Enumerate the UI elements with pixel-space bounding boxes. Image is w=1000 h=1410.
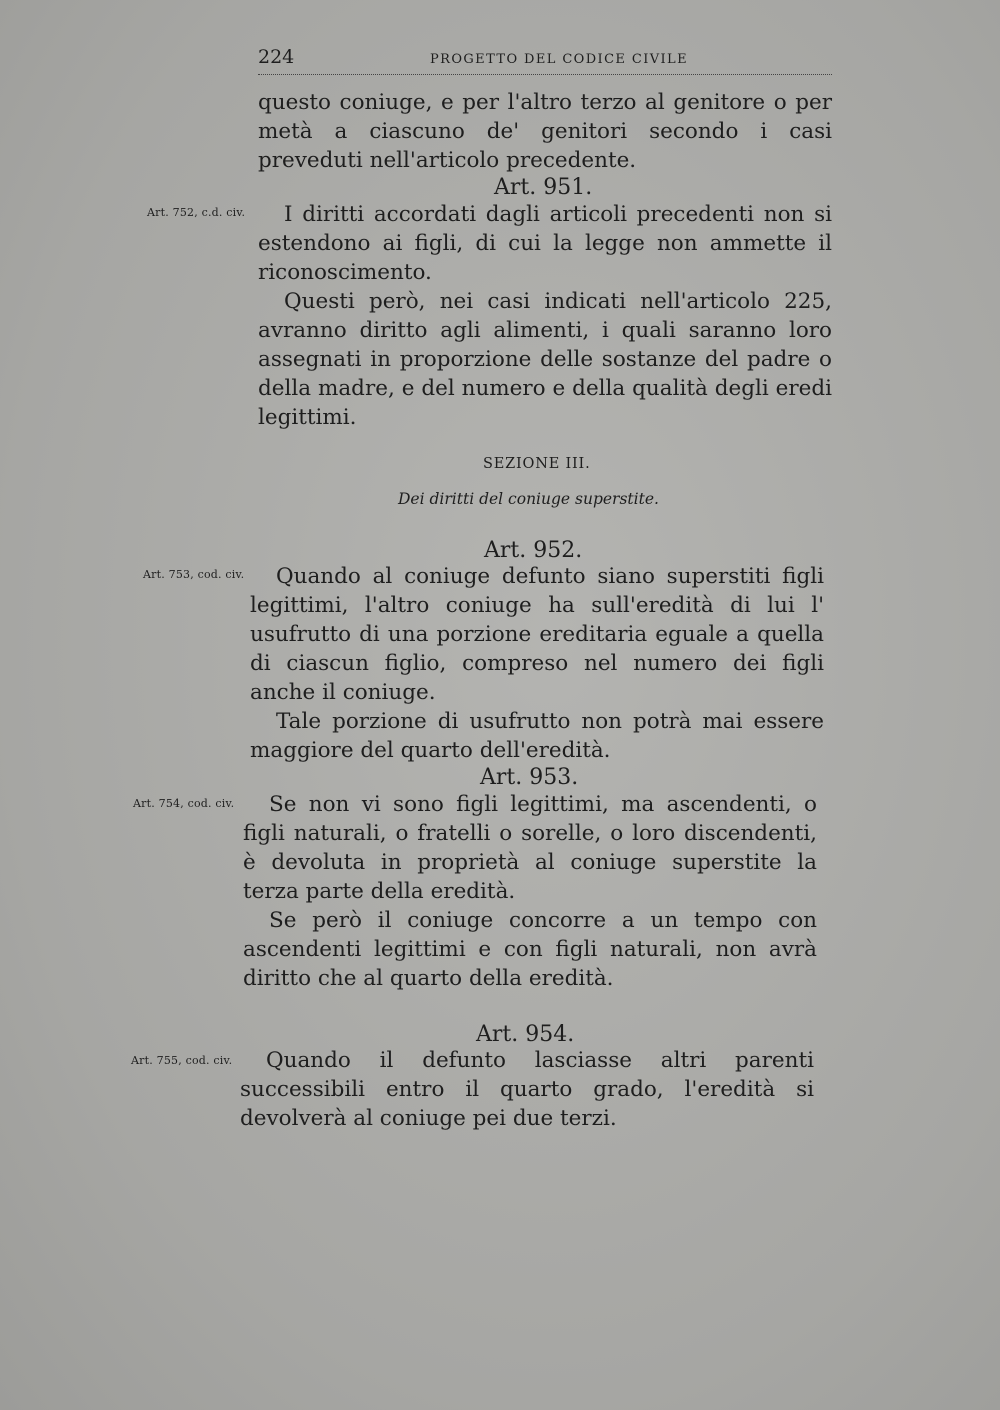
article-951-title: Art. 951. [494,175,593,200]
article-951-paragraph-1: I diritti accordati dagli articoli precedenti non si estendono ai figli, di cui la legge non ammette il riconoscimento. [258,202,832,285]
article-952-paragraph-1: Quando al coniuge defunto siano superstiti figli legittimi, l'altro coniuge ha sull'eredità di lui l' usufrutto di una porzione ereditaria eguale a quella di ciascun figlio, compreso nel numero dei figli anche il coniuge. [250,564,824,705]
article-954-paragraph-1: Quando il defunto lasciasse altri parenti successibili entro il quarto grado, l'eredità si devolverà al coniuge pei due terzi. [240,1048,814,1131]
section-subtitle: Dei diritti del coniuge superstite. [398,490,659,508]
article-953-paragraph-2: Se però il coniuge concorre a un tempo con ascendenti legittimi e con figli naturali, non avrà diritto che al quarto della eredità. [243,908,817,991]
article-953-paragraph-1: Se non vi sono figli legittimi, ma ascendenti, o figli naturali, o fratelli o sorelle, o loro discendenti, è devoluta in proprietà al coniuge superstite la terza parte della eredità. [243,792,817,904]
article-952-paragraph-2: Tale porzione di usufrutto non potrà mai essere maggiore del quarto dell'eredità. [250,709,824,763]
article-952-body [250,562,824,765]
page-header [258,46,832,76]
article-951-paragraph-2: Questi però, nei casi indicati nell'articolo 225, avranno diritto agli alimenti, i quali saranno loro assegnati in proporzione delle sostanze del padre o della madre, e del numero e della qualità degli eredi legittimi. [258,289,832,430]
article-953-title: Art. 953. [480,765,579,790]
article-954-body [240,1046,814,1133]
article-953-margin-note: Art. 754, cod. civ. [133,797,235,810]
intro-block [258,88,832,175]
header-rule [258,74,832,75]
article-954-title: Art. 954. [476,1022,575,1047]
intro-paragraph: questo coniuge, e per l'altro terzo al genitore o per metà a ciascuno de' genitori secondo i casi preveduti nell'articolo precedente. [258,90,832,173]
article-954-margin-note: Art. 755, cod. civ. [131,1054,233,1067]
running-title: PROGETTO DEL CODICE CIVILE [430,52,688,67]
page-number: 224 [258,46,295,68]
article-952-title: Art. 952. [484,538,583,563]
article-951-body [258,200,832,432]
article-951-margin-note: Art. 752, c.d. civ. [147,206,246,219]
article-952-margin-note: Art. 753, cod. civ. [143,568,245,581]
section-label: SEZIONE III. [483,456,591,472]
article-953-body [243,790,817,993]
